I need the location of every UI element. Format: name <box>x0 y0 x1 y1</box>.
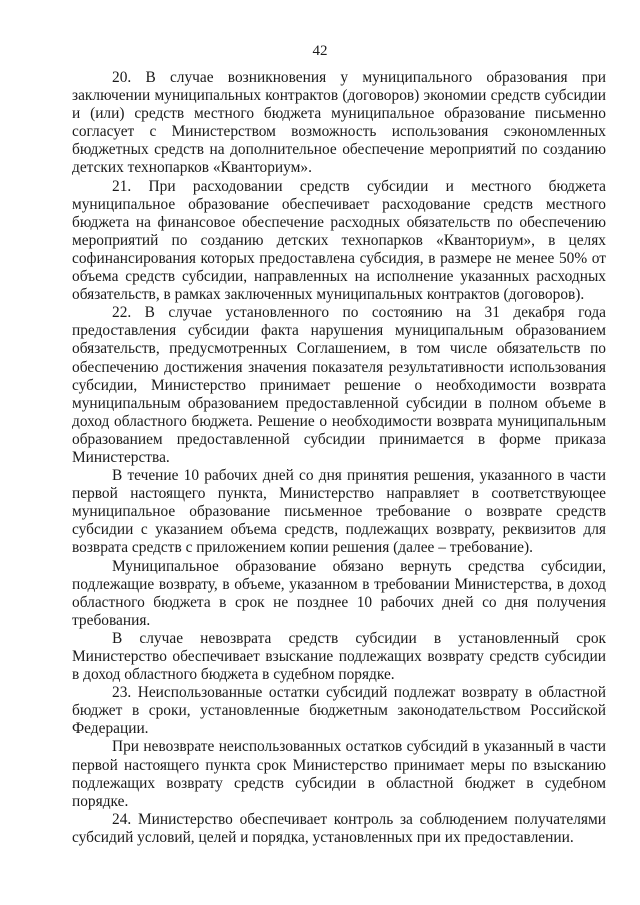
paragraph-22: 22. В случае установленного по состоянию на 31 декабря года предоставления субсидии факта нарушения муниципальным образованием обязательств, предусмотренных Соглашением, в том числе обязательств по обеспечению достижения значения показателя результативности использования субсидии, Министерство принимает решение о необходимости возврата муниципальным образованием предоставленной субсидии в полном объеме в доход областного бюджета. Решение о необходимости возврата муниципальным образованием предоставленной субсидии принимается в форме приказа Министерства. <box>72 304 606 466</box>
paragraph-22-return-notice: В течение 10 рабочих дней со дня принятия решения, указанного в части первой настоящего пункта, Министерство направляет в соответствующее муниципальное образование письменное требование о возврате средств субсидии с указанием объема средств, подлежащих возврату, реквизитов для возврата средств с приложением копии решения (далее – требование). <box>72 467 606 557</box>
paragraph-22-enforcement: В случае невозврата средств субсидии в установленный срок Министерство обеспечивает взыскание подлежащих возврату средств субсидии в доход областного бюджета в судебном порядке. <box>72 629 606 684</box>
paragraph-20: 20. В случае возникновения у муниципального образования при заключении муниципальных контрактов (договоров) экономии средств субсидии и (или) средств местного бюджета муниципальное образование письменно согласует с Министерством возможность использования сэкономленных бюджетных средств на дополнительное обеспечение мероприятий по созданию детских технопарков «Кванториум». <box>72 69 606 177</box>
paragraph-22-return-obligation: Муниципальное образование обязано вернуть средства субсидии, подлежащие возврату, в объеме, указанном в требовании Министерства, в доход областного бюджета в срок не позднее 10 рабочих дней со дня получения требования. <box>72 557 606 629</box>
page-number: 42 <box>312 43 328 59</box>
paragraph-23: 23. Неиспользованные остатки субсидий подлежат возврату в областной бюджет в сроки, установленные бюджетным законодательством Российской Федерации. <box>72 684 606 738</box>
paragraph-24: 24. Министерство обеспечивает контроль за соблюдением получателями субсидий условий, целей и порядка, установленных при их предоставлении. <box>72 810 606 846</box>
paragraph-21: 21. При расходовании средств субсидии и местного бюджета муниципальное образование обеспечивает расходование средств местного бюджета на финансовое обеспечение расходных обязательств по обеспечению мероприятий по созданию детских технопарков «Кванториум», в целях софинансирования которых предоставлена субсидия, в размере не менее 50% от объема средств субсидии, направленных на исполнение указанных расходных обязательств, в рамках заключенных муниципальных контрактов (договоров). <box>72 177 606 304</box>
paragraph-23-enforcement: При невозврате неиспользованных остатков субсидий в указанный в части первой настоящего пункта срок Министерство принимает меры по взысканию подлежащих возврату средств субсидии в областной бюджет в судебном порядке. <box>72 738 606 810</box>
document-body <box>72 69 606 847</box>
